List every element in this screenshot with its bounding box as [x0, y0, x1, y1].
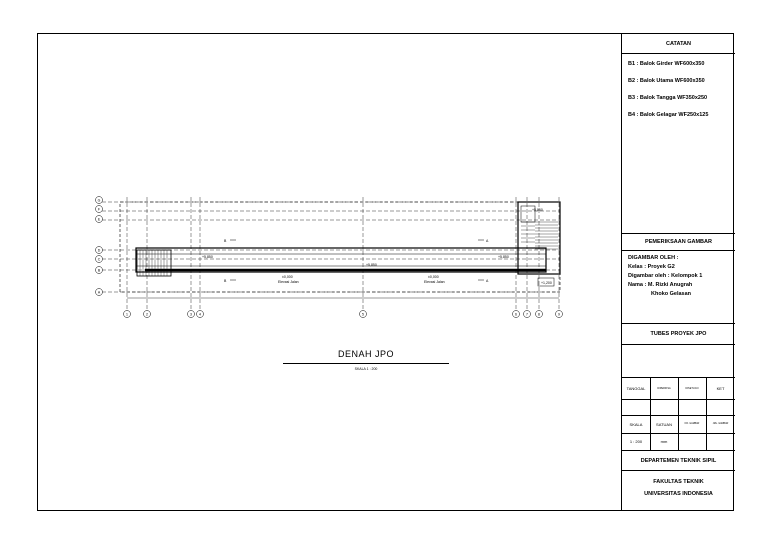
grid-label-2: 2	[146, 312, 148, 317]
grid-label-a: A	[97, 290, 101, 295]
divider	[622, 470, 735, 471]
top-level-label: +5,850	[532, 208, 543, 212]
table-cell: mm	[660, 439, 668, 444]
title-block	[621, 33, 734, 511]
grid-label-b: B	[97, 268, 101, 273]
section-mark: B	[224, 239, 227, 243]
divider	[622, 53, 735, 54]
elevation-caption: Elevasi Jalan	[424, 280, 445, 284]
grid-label-8: 8	[538, 312, 540, 317]
table-cell: DISETUJUI	[685, 386, 699, 390]
note-item: B4 : Balok Gelagar WF250x125	[628, 112, 709, 118]
section-mark: A	[486, 239, 489, 243]
grid-label-7: 7	[526, 312, 528, 317]
elevation-caption: Elevasi Jalan	[278, 280, 299, 284]
university: UNIVERSITAS INDONESIA	[644, 491, 713, 497]
name-line-2: Khoko Gelasan	[651, 291, 692, 297]
grid-label-g: G	[97, 198, 101, 203]
grid-label-1: 1	[126, 312, 128, 317]
floor-plan-drawing	[90, 192, 570, 322]
note-item: B2 : Balok Utama WF600x350	[628, 78, 705, 84]
table-cell: 1 : 200	[629, 439, 643, 444]
grid-label-9: 9	[558, 312, 560, 317]
name-line: Nama : M. Rizki Anugrah	[628, 282, 693, 288]
divider	[622, 233, 735, 234]
grid-label-6: 6	[515, 312, 517, 317]
table-cell: TANGGAL	[626, 385, 646, 391]
divider	[622, 450, 735, 451]
table-cell: DIPERIKSA	[657, 386, 671, 390]
section-mark: A	[486, 279, 489, 283]
elevation-label: ±0,000	[282, 275, 293, 279]
group-line: Digambar oleh : Kelompok 1	[628, 273, 703, 279]
department: DEPARTEMEN TEKNIK SIPIL	[640, 458, 717, 464]
class-line: Kelas : Proyek G2	[628, 264, 675, 270]
grid-label-4: 4	[199, 312, 201, 317]
grid-label-3: 3	[190, 312, 192, 317]
stair-level-label: +1,200	[541, 281, 552, 285]
notes-title: CATATAN	[666, 41, 691, 47]
table-cell: JML. GAMBAR	[712, 423, 729, 425]
project-title: TUBES PROYEK JPO	[650, 331, 707, 337]
elevation-label: ±0,000	[428, 275, 439, 279]
level-label: +5,850	[366, 263, 377, 267]
table-cell	[706, 433, 735, 450]
grid-label-f: F	[97, 207, 101, 212]
note-item: B3 : Balok Tangga WF350x250	[628, 95, 708, 101]
plan-scale: SKALA 1 : 200	[354, 367, 378, 371]
grid-label-d: D	[97, 248, 101, 253]
level-label: +5,850	[202, 255, 213, 259]
section-mark: B	[224, 279, 227, 283]
note-item: B1 : Balok Girder WF600x350	[628, 61, 705, 67]
table-cell: SATUAN	[656, 421, 672, 427]
plan-title: DENAH JPO	[337, 349, 394, 359]
table-cell: KET	[716, 385, 725, 391]
grid-label-c: C	[97, 257, 101, 262]
drawn-by-heading: DIGAMBAR OLEH :	[628, 255, 679, 261]
divider	[622, 344, 735, 345]
grid-label-5: 5	[362, 312, 364, 317]
level-label: +5,850	[498, 255, 509, 259]
table-cell: NO. GAMBAR	[684, 423, 700, 425]
table-cell	[678, 433, 706, 450]
review-title: PEMERIKSAAN GAMBAR	[645, 239, 712, 245]
plan-title-underline	[283, 363, 449, 364]
grid-label-e: E	[97, 217, 101, 222]
divider	[622, 250, 735, 251]
faculty: FAKULTAS TEKNIK	[653, 479, 704, 485]
table-cell: SKALA	[629, 421, 643, 427]
divider	[622, 323, 735, 324]
